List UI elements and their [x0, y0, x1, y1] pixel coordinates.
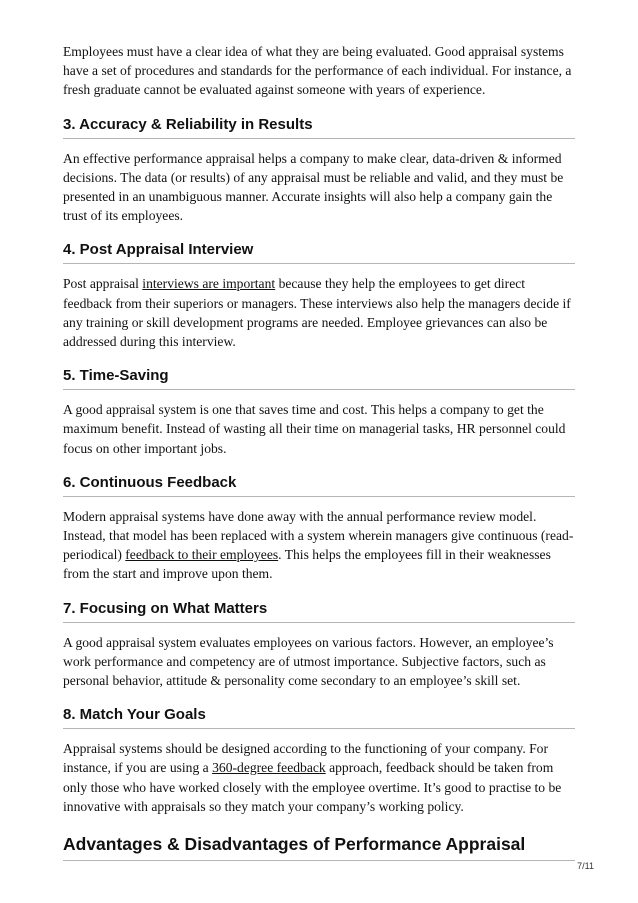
- section-6-body: [63, 507, 575, 584]
- section-4-text-after-link: because they help the employees to get direct feedback from their superiors or managers. These interviews also help the managers decide if any training or skill development programs are needed. Employee grievances can also be addressed during this interview.: [63, 276, 571, 350]
- section-4-body: [63, 274, 575, 351]
- section-5-heading: 5. Time-Saving: [63, 366, 575, 390]
- feedback-link[interactable]: feedback to their employees: [125, 547, 279, 563]
- section-6-text-before-link: Modern appraisal systems have done away with the annual performance review model. Instead, that model has been replaced with a system wherein managers give continuous (read- periodical): [63, 508, 574, 563]
- advantages-heading: Advantages & Disadvantages of Performance Appraisal: [63, 833, 575, 861]
- page-number: 7/11: [577, 861, 594, 871]
- section-8-text-after-link: approach, feedback should be taken from only those who have worked closely with the employee overtime. It’s good to practise to be innovative with appraisals so they match your company’s working policy.: [63, 760, 562, 814]
- intro-paragraph: Employees must have a clear idea of what they are being evaluated. Good appraisal systems have a set of procedures and standards for the performance of each individual. For instance, a fresh graduate cannot be evaluated against someone with years of experience.: [63, 44, 572, 98]
- section-6-heading: 6. Continuous Feedback: [63, 473, 575, 497]
- section-3-heading: 3. Accuracy & Reliability in Results: [63, 115, 575, 139]
- 360-feedback-link[interactable]: 360-degree feedback: [212, 760, 326, 776]
- section-7-heading: 7. Focusing on What Matters: [63, 599, 575, 623]
- section-8-text-before-link: Appraisal systems should be designed according to the functioning of your company. For instance, if you are using a: [63, 741, 549, 776]
- section-3-body: An effective performance appraisal helps a company to make clear, data-driven & informed decisions. The data (or results) of any appraisal must be reliable and valid, and they must be presented in an unambiguous manner. Accurate insights will also help a company gain the trust of its employees.: [63, 150, 564, 224]
- section-6-text-after-link: . This helps the employees fill in their weaknesses from the start and improve upon them.: [63, 547, 551, 582]
- section-8-body: [63, 739, 575, 816]
- article-content: [63, 42, 575, 861]
- section-7-body: A good appraisal system evaluates employees on various factors. However, an employee’s work performance and competency are of utmost importance. Subjective factors, such as personal behavior, attitude & personality come secondary to an employee’s skill set.: [63, 634, 554, 689]
- section-4-text-before-link: Post appraisal: [63, 276, 143, 292]
- section-8-heading: 8. Match Your Goals: [63, 705, 575, 729]
- section-5-body: A good appraisal system is one that saves time and cost. This helps a company to get the maximum benefit. Instead of wasting all their time on managerial tasks, HR personnel could focus on other important jobs.: [63, 402, 566, 456]
- section-4-heading: 4. Post Appraisal Interview: [63, 240, 575, 264]
- interviews-link[interactable]: interviews are important: [142, 276, 276, 292]
